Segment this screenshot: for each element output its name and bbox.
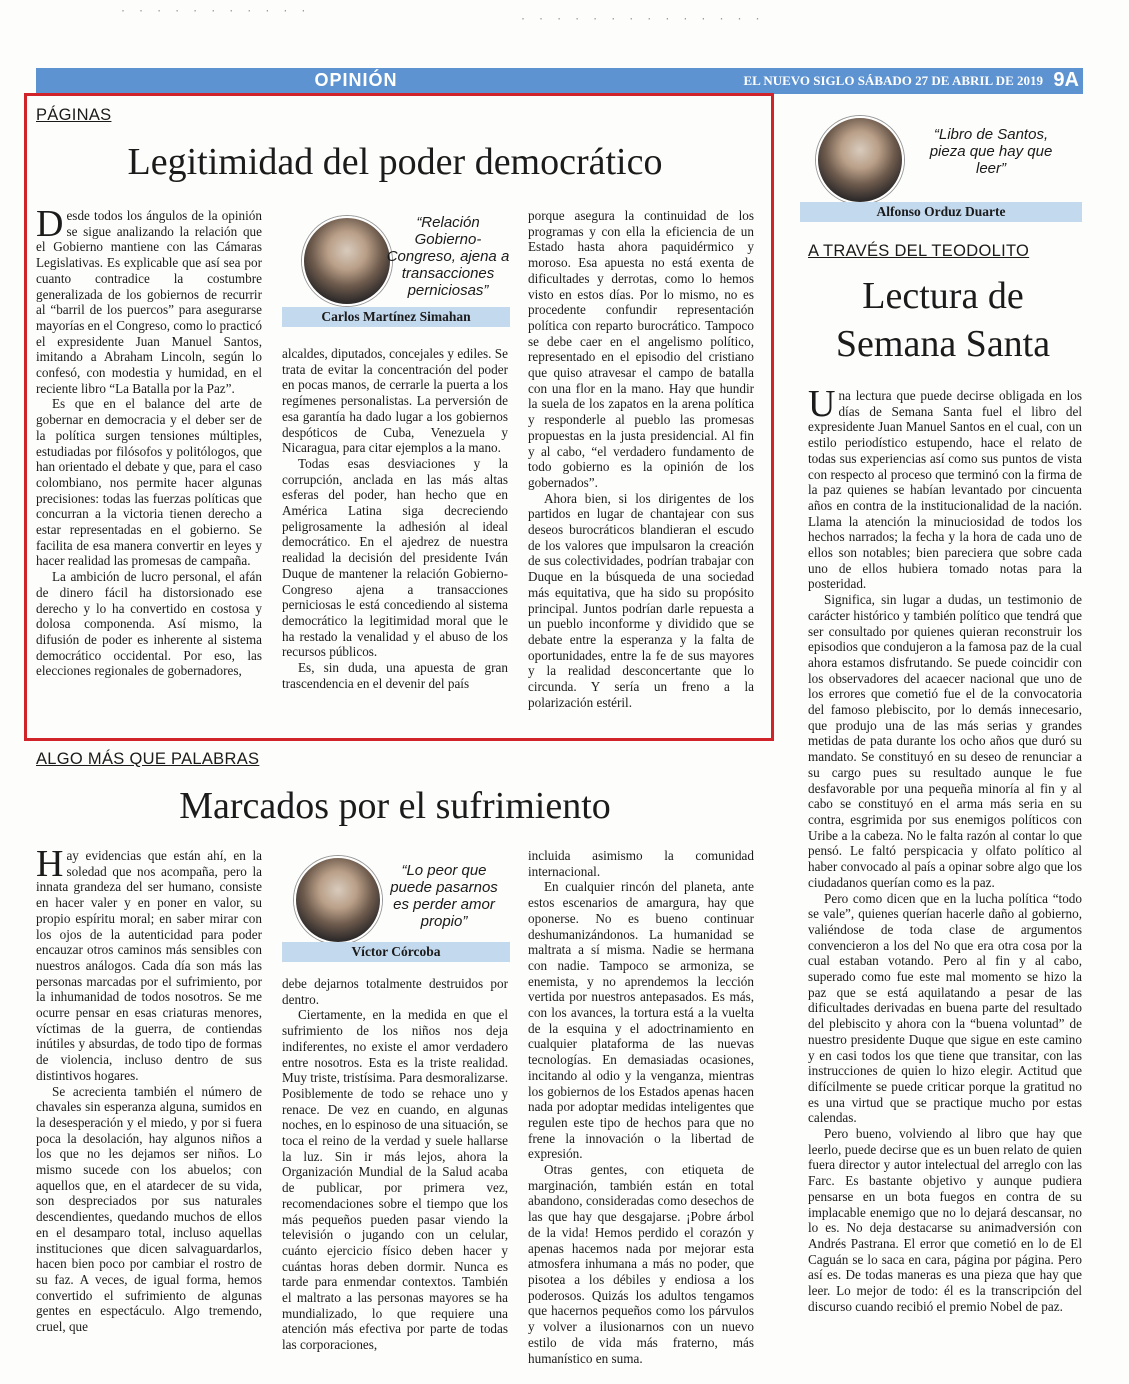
scan-noise: · · · · · · · · · · · · · · (520, 14, 764, 25)
article1-column-3 (528, 208, 754, 711)
paragraph: En cualquier rincón del planeta, ante estos escenarios de amargura, hay que oponerse. No es bueno continuar deshumanizándonos. La humanidad se maltrata a sí misma. Nadie se hermana con nadie. Tampoco se armoniza, se enemista, y no aprendemos la lección vertida por nuestros antepasados. Es más, con los avances, la tortura está a la vuelta de la esquina y el adoctrinamiento en cualquier plataforma de las nuevas tecnologías. En demasiadas ocasiones, incitando al odio y la venganza, mientras los gobiernos de los Estados apenas hacen nada por adoptar medidas inteligentes que regulen este tipo de hechos para que no frene la innovación o la libertad de expresión. (528, 879, 754, 1162)
pull-quote: “Libro de Santos, pieza que hay que leer” (929, 126, 1053, 177)
article2-title: Marcados por el sufrimiento (179, 785, 611, 827)
article3-body (808, 383, 1082, 1314)
article2-kicker: ALGO MÁS QUE PALABRAS (36, 750, 260, 768)
paragraph: porque asegura la continuidad de los programas y con ella la eficiencia de un Estado hasta ahora paquidérmico y moroso. Esa apuesta no está exenta de dificultades y derrotas, como lo hemos visto en estos días. Por lo mismo, no es procedente confundir representación política con reparto burocrático. Tampoco se debe caer en el angelismo político, representado en el episodio del cristiano que quiso atravesar el campo de batalla con una flor en la mano. Hay que hundir la suela de los zapatos en la arena política y responderle al pueblo las promesas propuestas en la justa presidencial. Al fin y al cabo, “el verdadero fundamento de todo gobierno es la opinión de los gobernados”. (528, 208, 754, 490)
article2-column-3 (528, 848, 754, 1366)
paragraph: esde todos los ángulos de la opinión se sigue analizando la relación que el Gobierno mantiene con las Cámaras Legislativas. Es explicable que así sea por cuanto contradice la costumbre generalizada de los gobiernos de recurrir al “barril de los puercos” para asegurarse mayorías en el Congreso, como lo practicó el expresidente Juan Manuel Santos, imitando a Abraham Lincoln, según lo confesó, con modestia y humidad, en el reciente libro “La Batalla por la Paz”. (36, 208, 262, 396)
author-photo (302, 216, 392, 306)
article1-column-2 (282, 346, 508, 691)
page-number: 9A (1053, 69, 1079, 91)
drop-cap: D (36, 203, 64, 245)
paragraph: Es, sin duda, una apuesta de gran trascendencia en el devenir del país (282, 660, 508, 691)
paragraph: debe dejarnos totalmente destruidos por dentro. (282, 976, 508, 1007)
paragraph: ay evidencias que están ahí, en la soledad que nos acompaña, pero la innata grandeza del ser humano, consiste en hacer valer y en poner en valor, su propio espíritu moral; en saber mirar con los ojos de la autenticidad para poder encauzar otros caminos más sensibles con nuestros análogos. Cada día son más las personas marcadas por el sufrimiento, por la inhumanidad de todos nosotros. Se me ocurre pensar en esas criaturas menores, víctimas de la guerra, de contiendas inútiles y absurdas, de todo tipo de formas de violencia, incluso dentro de sus distintivos hogares. (36, 848, 262, 1083)
paragraph: incluida asimismo la comunidad internacional. (528, 848, 754, 879)
section-name: OPINIÓN (314, 70, 398, 90)
publication-date: EL NUEVO SIGLO SÁBADO 27 DE ABRIL DE 2019 (743, 73, 1043, 88)
drop-cap: H (36, 843, 64, 885)
article3-quote-box (800, 110, 1082, 224)
paragraph: Pero como dicen que en la lucha política “todo se vale”, quienes querían hacerle daño al gobierno, valiéndose de toda clase de argumentos convencieron a los del No que era otra cosa por la cual estaban votando. Pero al fin y al cabo, superado como fue este mal momento se hizo la paz que se está aquilatando a pesar de las dificultades derivadas en buena parte del resultado del plebiscito y ahora con la “buena voluntad” de nuestro presidente Duque que sigue en este camino y en casi todos los que tiene que transitar, con las instrucciones de quien lo hizo elegir. Actitud que difícilmente se puede criticar porque la gratitud no es una virtud que se practique mucho por estas calendas. (808, 890, 1082, 1126)
author-photo (816, 116, 904, 204)
article1-title: Legitimidad del poder democrático (127, 141, 663, 183)
paragraph: Se acrecienta también el número de chavales sin esperanza alguna, sumidos en la desesperación y el miedo, y por si fuera poca la desolación, hay algunos niños a los que no les dejamos ser niños. Lo mismo sucede con los abuelos; con aquellos que, en el atardecer de su vida, son despreciados por sus naturales descendientes, quedando muchos de ellos en el desamparo total, incluso aquellas instituciones que dicen salvaguardarlos, hacen bien poco por cambiar el rostro de su faz. A veces, de igual forma, hemos convertido el sufrimiento de algunas gentes en espectáculo. Algo tremendo, cruel, que (36, 1083, 262, 1335)
article2-column-2 (282, 976, 508, 1353)
paragraph: Ciertamente, en la medida en que el sufrimiento de los niños nos deja indiferentes, no existe el amor verdadero entre nosotros. Esta es la triste realidad. Muy triste, tristísima. Para desmoralizarse. Posiblemente de todo se rehace uno y renace. De vez en cuando, en algunas noches, en lo espinoso de una situación, se toca el reino de la verdad y suele hallarse la luz. Sin ir más lejos, ahora la Organización Mundial de la Salud acaba de publicar, por primera vez, recomendaciones sobre el tiempo que los más pequeños pueden pasar viendo la televisión o jugando con un celular, cuánto ejercicio físico deben hacer y cuántas horas deben dormir. Nunca es tarde para enmendar contextos. También el maltrato a las personas mayores se ha mundializado, lo que requiere una atención más efectiva por parte de todas las corporaciones, (282, 1007, 508, 1353)
paragraph: Es que en el balance del arte de gobernar en democracia y el deber ser de la política surgen tensiones múltiples, estudiadas por filósofos y politólogos, que han orientado el debate y que, para el caso colombiano, nos permite hacer algunas precisiones: todas las fuerzas políticas que concurran a la victoria tienen derecho a estar representadas en el gobierno. Se facilita de esa manera convertir en leyes y hacer realidad las promesas de campaña. (36, 396, 262, 569)
paragraph: Ahora bien, si los dirigentes de los partidos en lugar de chantajear con sus deseos burocráticos blandieran el escudo de los valores que impulsaron la creación de sus colectividades, podrían trabajar con Duque en la búsqueda de una sociedad más equitativa, que ha sido su propósito principal. Juntos podrían darle repuesta a un pueblo inconforme y dividido que se debate entre la esperanza y la falta de oportunidades, entre la fe de sus mayores y la realidad desconcertante que lo circunda. Y sería un freno a la polarización estéril. (528, 490, 754, 710)
pull-quote: “Relación Gobierno-Congreso, ajena a transacciones perniciosas” (386, 214, 510, 299)
drop-cap: U (808, 383, 836, 425)
paragraph: Pero bueno, volviendo al libro que hay que leerlo, puede decirse que es un buen relato de quien fuera director y autor intelectual del arreglo con las Farc. Es bastante objetivo y aunque pudiera pensarse en un bota fuegos en contra de su implacable enemigo que no lo dejará descansar, no lo es. No deja destacarse su animadversión con Andrés Pastrana. El error que cometió en lo de El Caguán se lo saca en cara, página por página. Pero así es. De todas maneras es una pieza que hay que leer. Lo mejor de todo: él es la transcripción del discurso cuando recibió el premio Nobel de paz. (808, 1126, 1082, 1314)
author-name: Carlos Martínez Simahan (282, 307, 510, 327)
article1-quote-box (282, 210, 510, 328)
author-name: Alfonso Orduz Duarte (800, 202, 1082, 222)
pull-quote: “Lo peor que puede pasarnos es perder amor propio” (390, 862, 498, 930)
article2-quote-box (282, 850, 510, 964)
article3-title-line2: Semana Santa (835, 323, 1051, 365)
page-header (36, 68, 1083, 94)
paragraph: Significa, sin lugar a dudas, un testimonio de carácter histórico y también político que tendrá que ser consultado por quienes quieran reconstruir los episodios que condujeron a la famosa paz de la cual ahora estamos disfrutando. Se puede coincidir con los observadores del acaecer nacional que uno de los errores que cometió fue el de la convocatoria del famoso plebiscito, por lo demás innecesario, que produjo una de las más serias y grandes metidas de pata durante los ocho años que duró su mandato. Se constituyó en su deseo de renunciar a su cargo pues su resultado aunque le fue desfavorable por una pequeña minoría al fin y al cabo se constituyó en el arma más seria en su contra, esgrimida por sus enemigos políticos con Uribe a la cabeza. No le falta razón al contar lo que pensó. Le faltó perspicacia y olfato político al haber convocado al país a opinar sobre algo que los ciudadanos querían como es la paz. (808, 592, 1082, 890)
author-name: Víctor Córcoba (282, 942, 510, 962)
scan-noise: · · · · · · · · · · · (120, 6, 310, 17)
paragraph: Otras gentes, con etiqueta de marginación, también están en total abandono, consideradas como desechos de las que hay que desgajarse. ¡Pobre árbol de la vida! Hemos perdido el corazón y apenas hacemos nada por mejorar esta atmosfera inhumana a más no poder, que pisotea a los débiles y endiosa a los poderosos. Quizás los adultos tengamos que hacernos pequeños como los párvulos y volver a ilusionarnos con un nuevo estilo de vida más fraterno, más humanístico en suma. (528, 1162, 754, 1366)
article1-column-1 (36, 203, 262, 679)
article3-kicker: A TRAVÉS DEL TEODOLITO (808, 242, 1030, 260)
article3-title-line1: Lectura de (862, 275, 1024, 317)
article1-kicker: PÁGINAS (36, 106, 112, 124)
author-photo (294, 856, 382, 944)
paragraph: na lectura que puede decirse obligada en los días de Semana Santa fuel el libro del expresidente Juan Manuel Santos en el cual, con un estilo periodístico estupendo, hace el relato de todas sus experiencias así como sus puntos de vista con respecto al proceso que terminó con la firma de la paz quienes se habían levantado por cincuenta años en contra de la institucionalidad de la nación. Llama la atención la minuciosidad de todos los hechos narrados; la fecha y la hora de cada uno de ellos son notables; bien pareciera que sobre cada uno de ellos hubiera tomado notas para la posteridad. (808, 388, 1082, 592)
paragraph: alcaldes, diputados, concejales y ediles. Se trata de evitar la concentración del poder en pocas manos, de cerrarle la puerta a los regímenes personalistas. La perversión de esa garantía ha dado lugar a los gobiernos despóticos de Cuba, Venezuela y Nicaragua, para citar ejemplos a la mano. (282, 346, 508, 456)
article2-column-1 (36, 843, 262, 1335)
paragraph: Todas esas desviaciones y la corrupción, anclada en las más altas esferas del poder, han hecho que en América Latina siga decreciendo peligrosamente la adhesión al ideal democrático. En el ajedrez de nuestra realidad la decisión del presidente Iván Duque de mantener la relación Gobierno-Congreso ajena a transacciones perniciosas le está concediendo al sistema democrático la legitimidad moral que le ha restado la venalidad y el abuso de los recursos públicos. (282, 455, 508, 660)
paragraph: La ambición de lucro personal, el afán de dinero fácil ha distorsionado ese derecho y lo ha convertido en costosa y dolosa componenda. Así mismo, la difusión de poder es inherente al sistema democrático occidental. Por eso, las elecciones regionales de gobernadores, (36, 569, 262, 679)
